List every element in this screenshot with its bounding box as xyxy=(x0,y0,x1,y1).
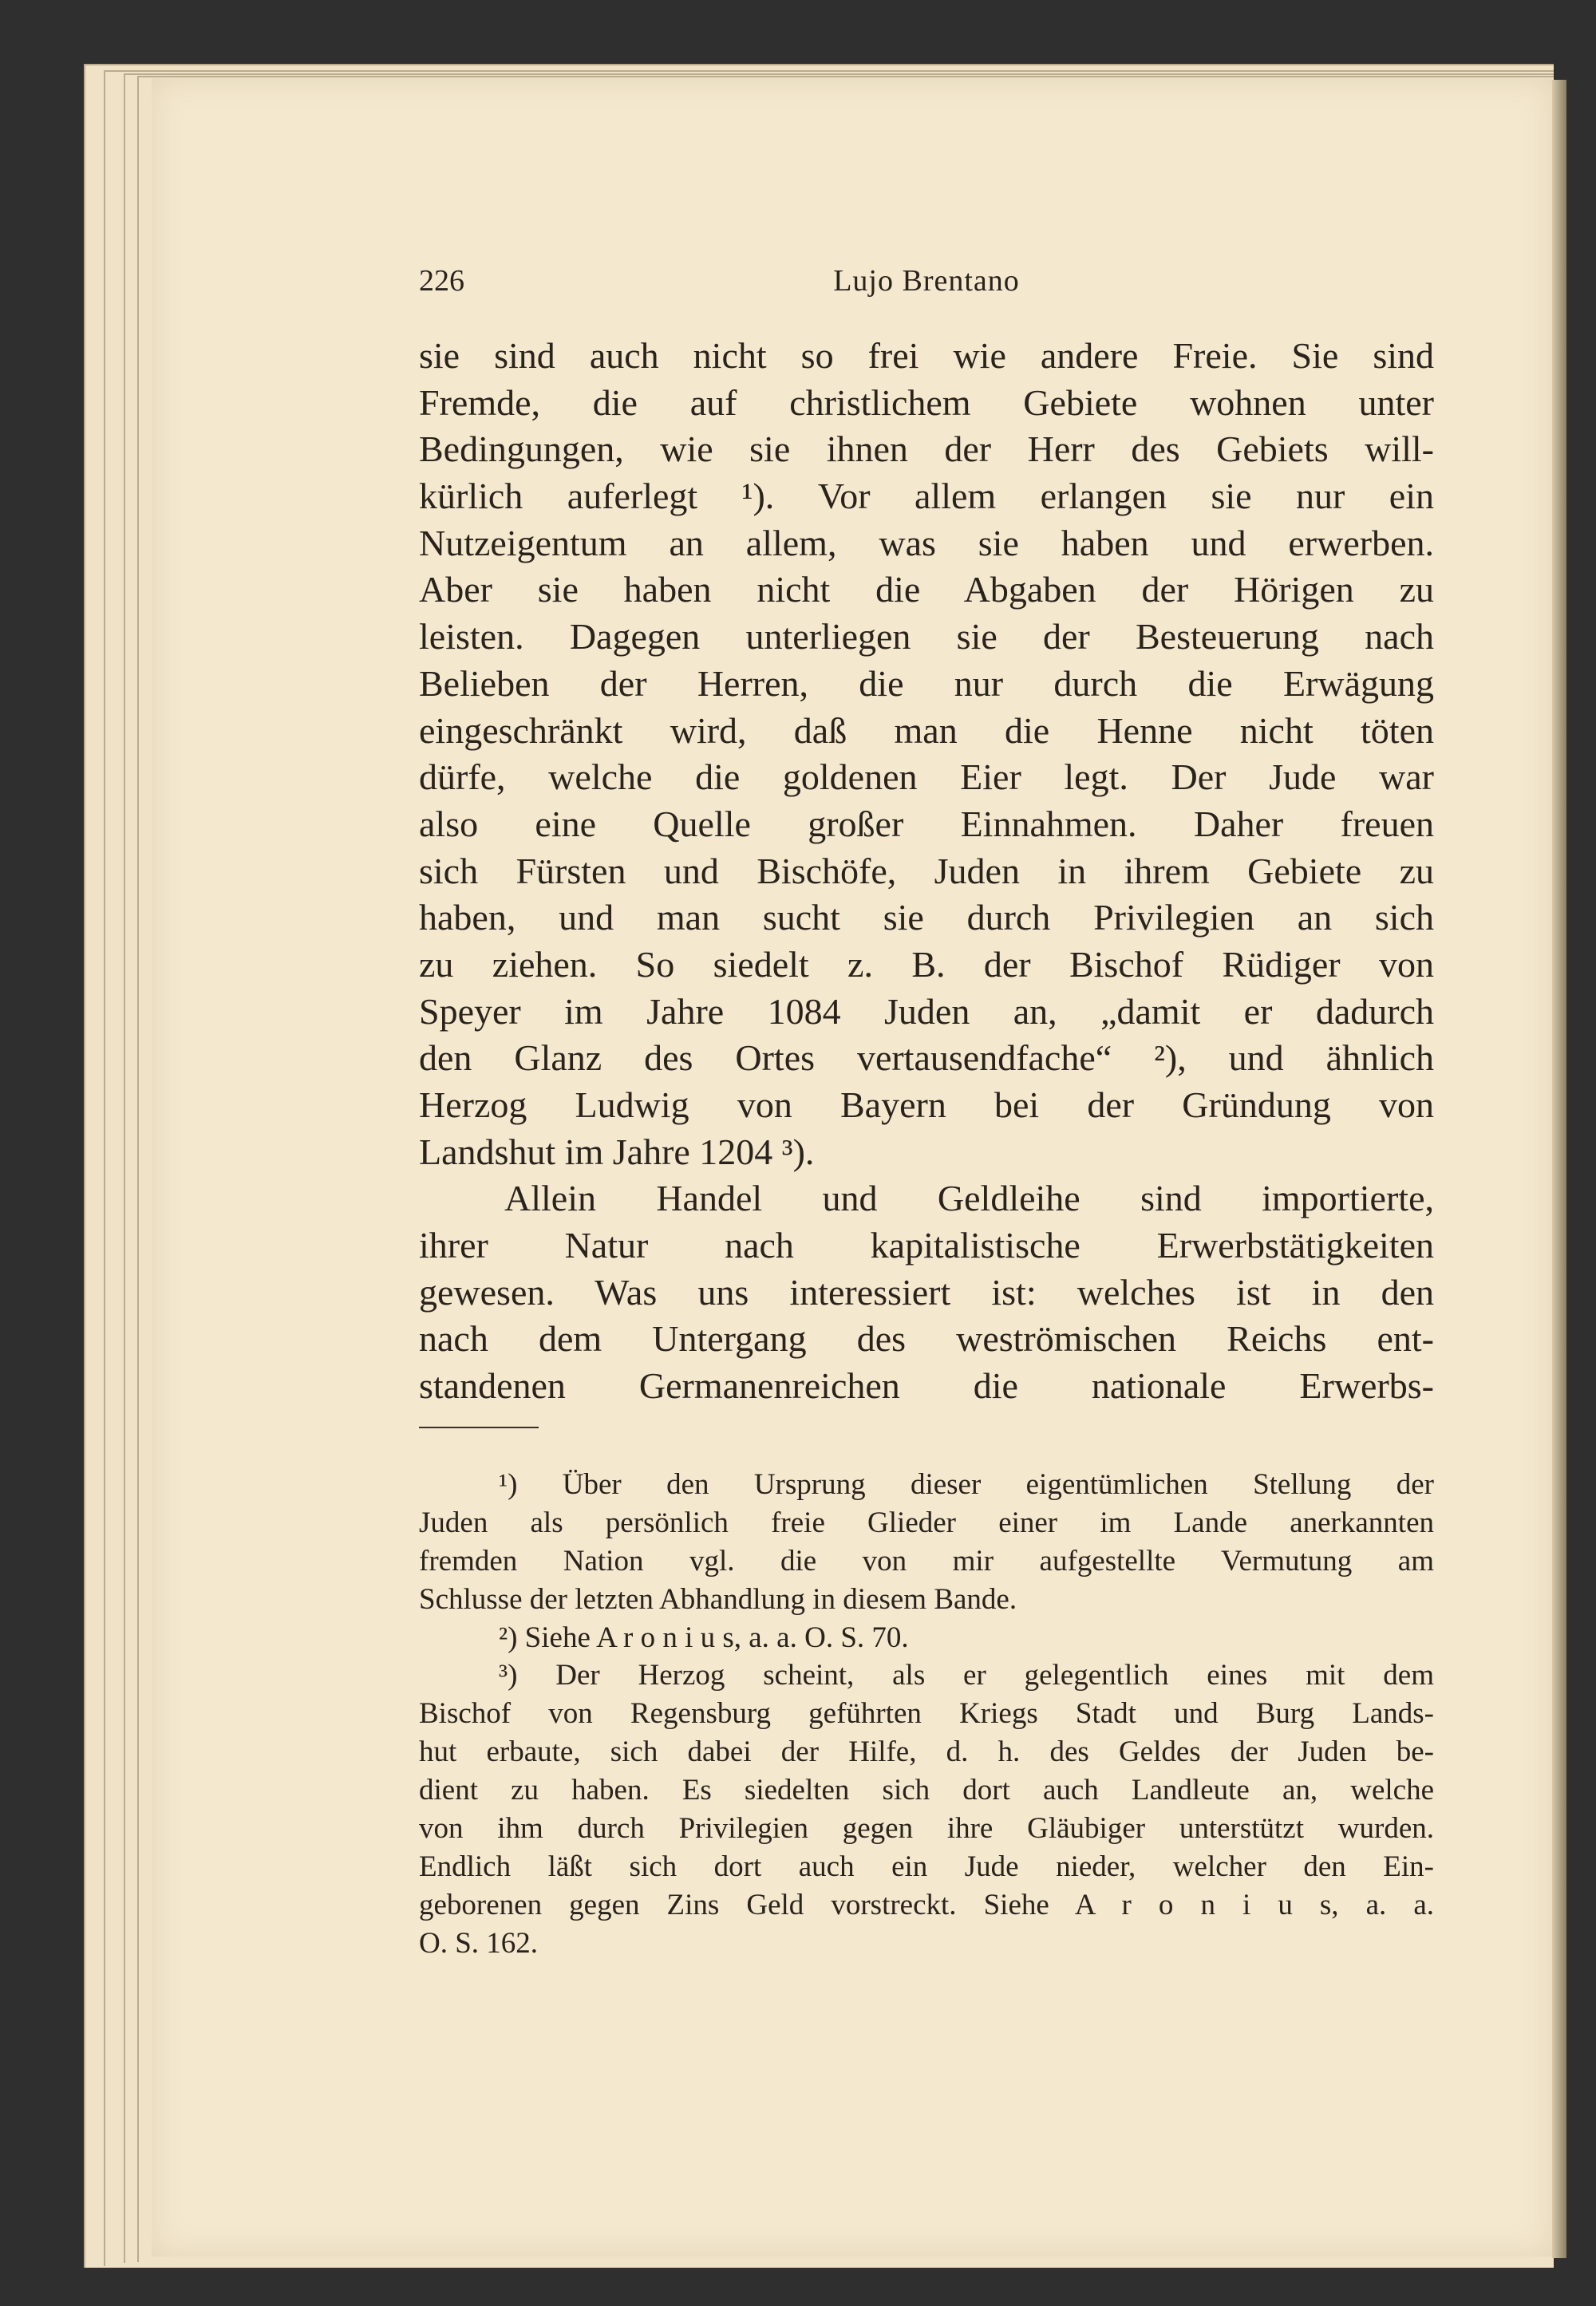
text-line: kürlich auferlegt ¹). Vor allem erlangen sie nur ein xyxy=(419,476,1434,517)
footnote-line: von ihm durch Privilegien gegen ihre Gläubiger unterstützt wurden. xyxy=(419,1812,1434,1846)
footnote-rule xyxy=(419,1427,539,1428)
footnote-line: Endlich läßt sich dort auch ein Jude nieder, welcher den Ein- xyxy=(419,1850,1434,1883)
page-gutter xyxy=(1552,80,1566,2258)
body-text xyxy=(419,333,1434,1410)
text-line: Belieben der Herren, die nur durch die Erwägung xyxy=(419,662,1434,704)
text-line: gewesen. Was uns interessiert ist: welches ist in den xyxy=(419,1271,1434,1313)
text-line: eingeschränkt wird, daß man die Henne nicht töten xyxy=(419,709,1434,751)
text-line: Herzog Ludwig von Bayern bei der Gründung von xyxy=(419,1084,1434,1125)
text-line: haben, und man sucht sie durch Privilegien an sich xyxy=(419,897,1434,938)
footnote-line: fremden Nation vgl. die von mir aufgestellte Vermutung am xyxy=(419,1544,1434,1577)
text-line: dürfe, welche die goldenen Eier legt. Der Jude war xyxy=(419,756,1434,798)
footnote-line: Bischof von Regensburg geführten Kriegs Stadt und Burg Lands- xyxy=(419,1697,1434,1731)
page-number: 226 xyxy=(419,264,464,298)
text-line: zu ziehen. So siedelt z. B. der Bischof Rüdiger von xyxy=(419,943,1434,985)
footnote-line: ³) Der Herzog scheint, als er gelegentlich eines mit dem xyxy=(499,1659,1434,1692)
text-line: Speyer im Jahre 1084 Juden an, „damit er dadurch xyxy=(419,990,1434,1032)
footnote-line: ¹) Über den Ursprung dieser eigentümlichen Stellung der xyxy=(499,1468,1434,1501)
text-line: ihrer Natur nach kapitalistische Erwerbstätigkeiten xyxy=(419,1225,1434,1266)
text-line: den Glanz des Ortes vertausendfache“ ²), und ähnlich xyxy=(419,1037,1434,1079)
footnote-line: Schlusse der letzten Abhandlung in diesem Bande. xyxy=(419,1582,1017,1616)
footnotes xyxy=(419,1466,1434,1963)
text-line: Nutzeigentum an allem, was sie haben und erwerben. xyxy=(419,522,1434,563)
text-line: Fremde, die auf christlichem Gebiete wohnen unter xyxy=(419,381,1434,423)
footnote-line: ²) Siehe A r o n i u s, a. a. O. S. 70. xyxy=(499,1621,909,1654)
text-line: sich Fürsten und Bischöfe, Juden in ihrem Gebiete zu xyxy=(419,850,1434,891)
page-header xyxy=(419,263,1434,311)
text-line: Bedingungen, wie sie ihnen der Herr des Gebiets will- xyxy=(419,428,1434,470)
footnote-line: O. S. 162. xyxy=(419,1926,539,1960)
text-line: sie sind auch nicht so frei wie andere Freie. Sie sind xyxy=(419,335,1434,376)
text-line: leisten. Dagegen unterliegen sie der Besteuerung nach xyxy=(419,616,1434,657)
footnote-line: hut erbaute, sich dabei der Hilfe, d. h. des Geldes der Juden be- xyxy=(419,1735,1434,1769)
text-line: also eine Quelle großer Einnahmen. Daher freuen xyxy=(419,803,1434,844)
text-line: nach dem Untergang des weströmischen Reichs ent- xyxy=(419,1318,1434,1360)
running-title: Lujo Brentano xyxy=(833,264,1020,298)
footnote-line: geborenen gegen Zins Geld vorstreckt. Siehe A r o n i u s, a. a. xyxy=(419,1888,1434,1921)
footnote-line: Juden als persönlich freie Glieder einer im Lande anerkannten xyxy=(419,1506,1434,1539)
footnote-line: dient zu haben. Es siedelten sich dort auch Landleute an, welche xyxy=(419,1774,1434,1807)
text-line: Allein Handel und Geldleihe sind importierte, xyxy=(504,1178,1434,1219)
text-line: Landshut im Jahre 1204 ³). xyxy=(419,1131,815,1172)
text-line: Aber sie haben nicht die Abgaben der Hörigen zu xyxy=(419,569,1434,610)
text-line: standenen Germanenreichen die nationale Erwerbs- xyxy=(419,1365,1434,1407)
